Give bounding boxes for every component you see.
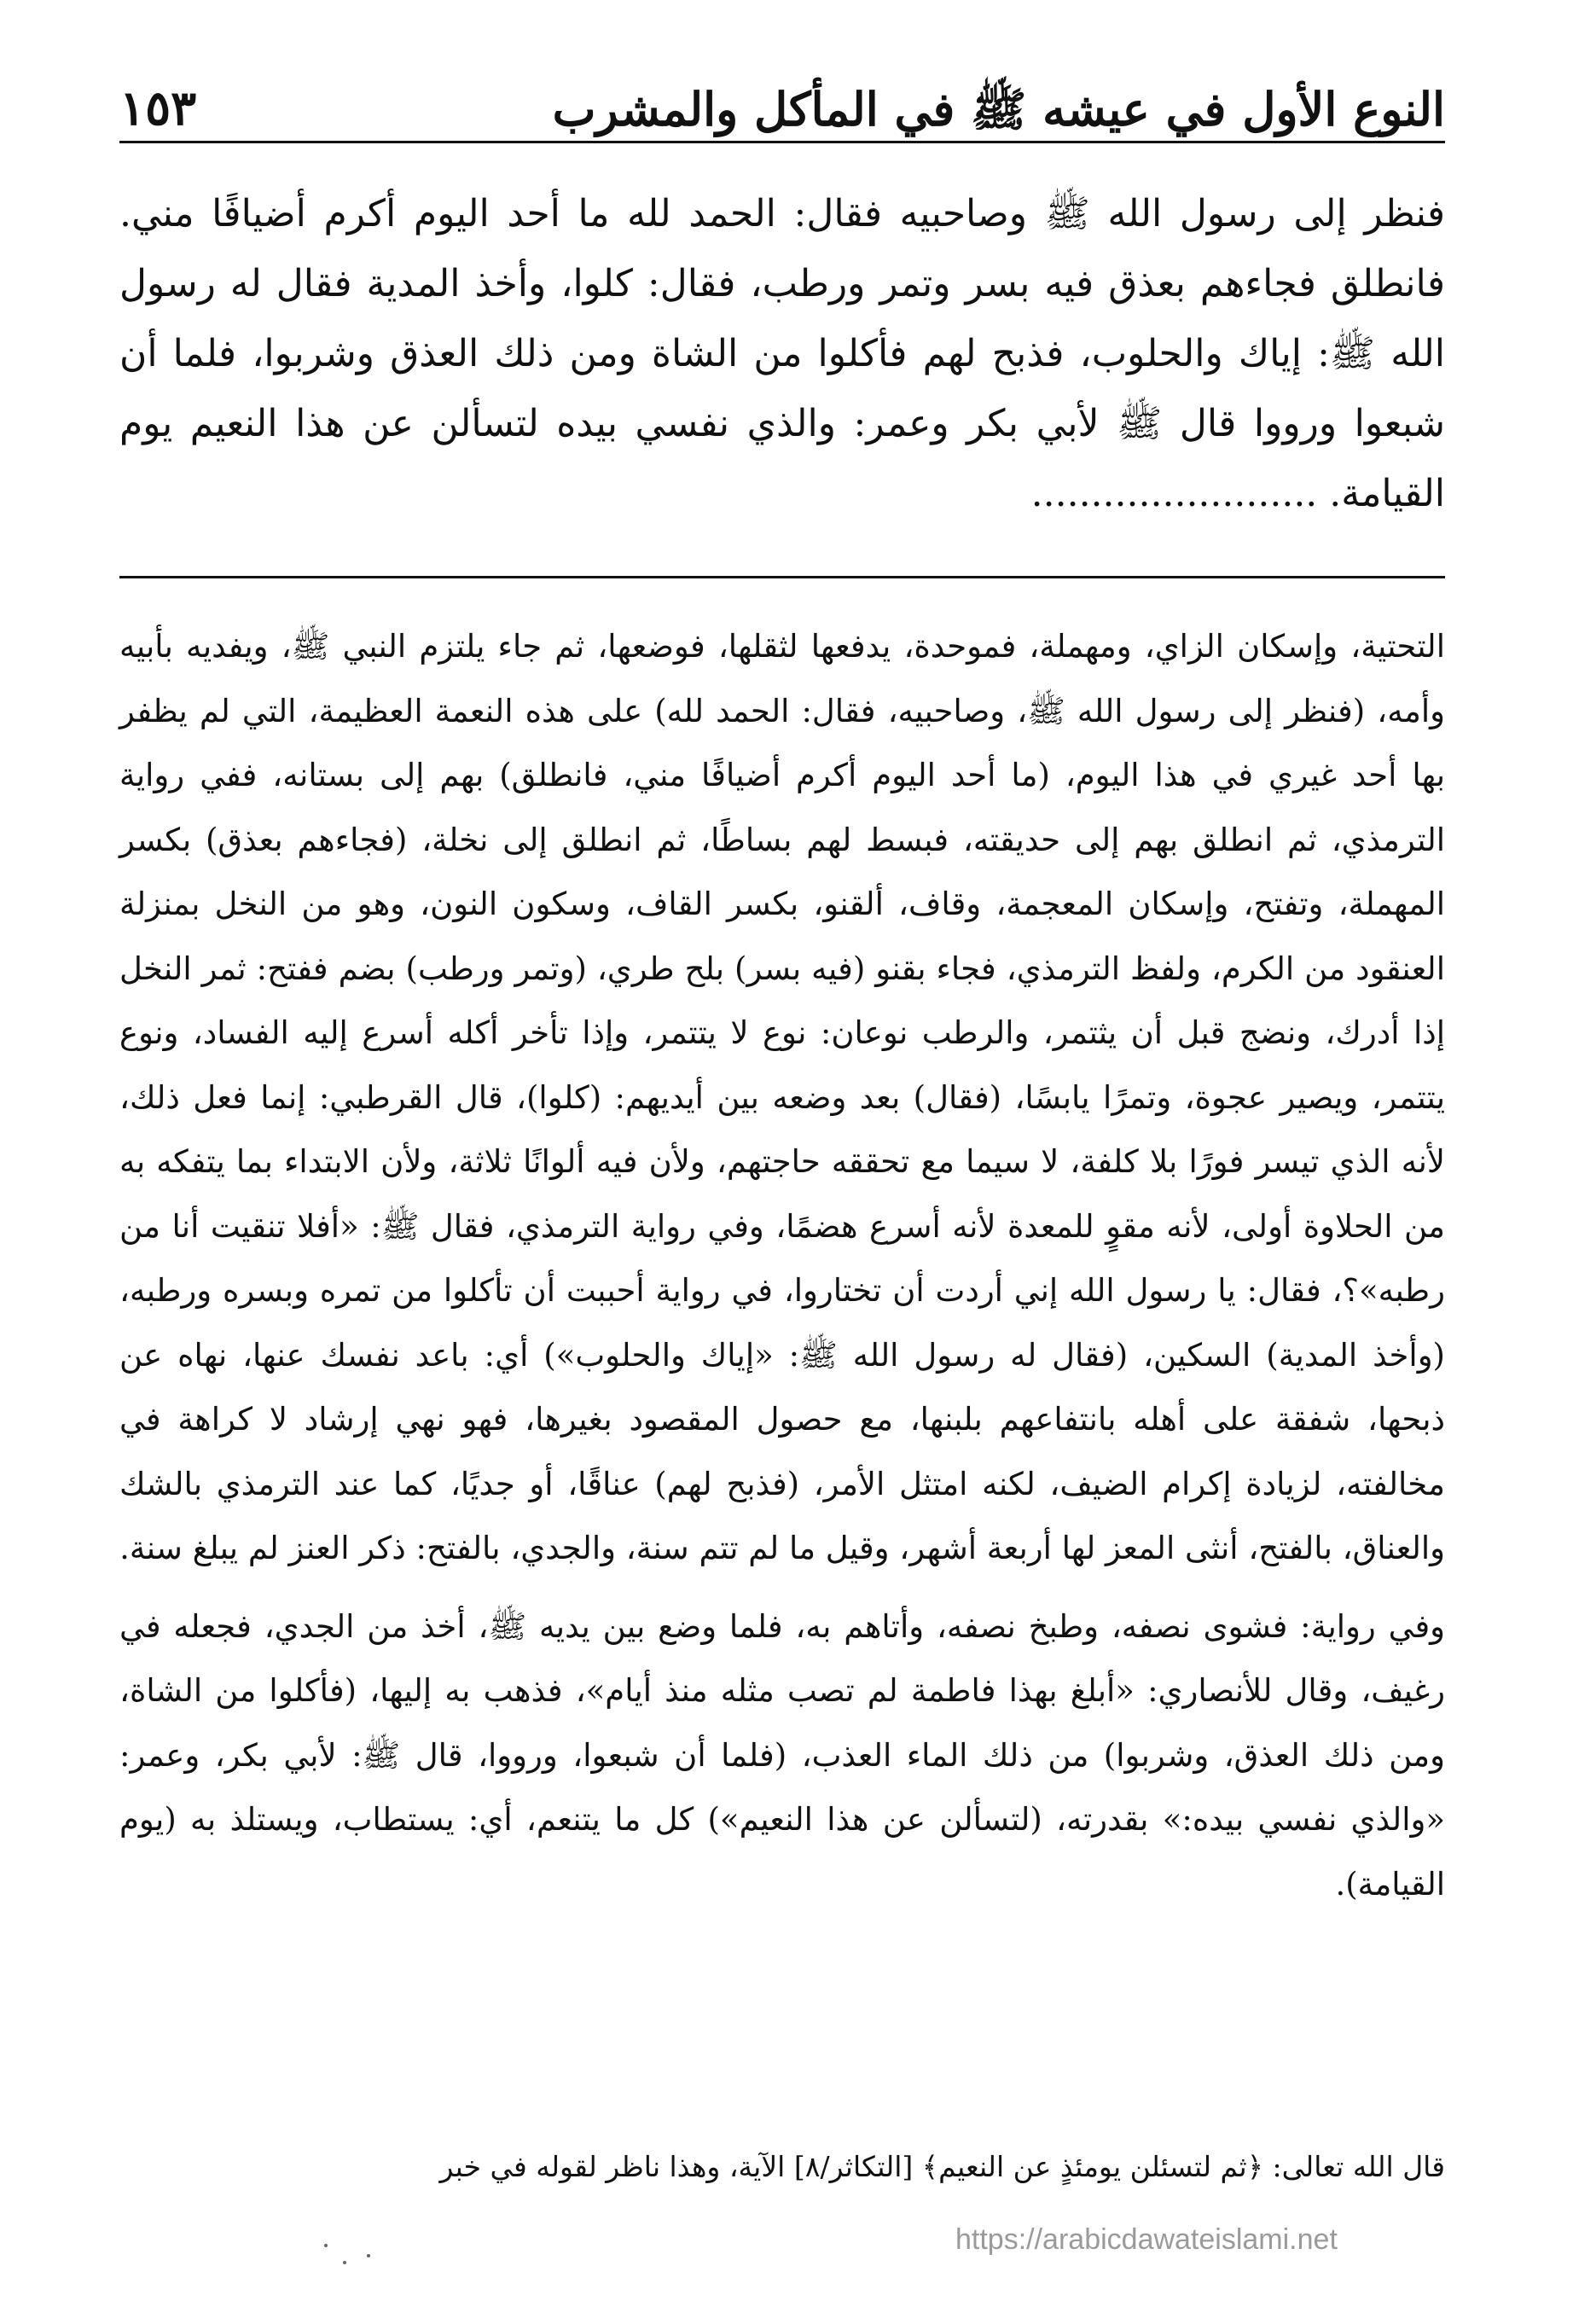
commentary-block — [119, 614, 1445, 1916]
page-header — [119, 73, 1445, 143]
watermark-url: https://arabicdawateislami.net — [955, 2223, 1338, 2256]
separator-line — [119, 576, 1445, 578]
commentary-paragraph-2: وفي رواية: فشوى نصفه، وطبخ نصفه، وأتاهم به، فلما وضع بين يديه ﷺ، أخذ من الجدي، فجعله في رغيف، وقال للأنصاري: «أبلغ بهذا فاطمة لم تصب مثله منذ أيام»، فذهب به إليها، (فأكلوا من الشاة، ومن ذلك العذق، وشربوا) من ذلك الماء العذب، (فلما أن شبعوا، ورووا، قال ﷺ: لأبي بكر، وعمر: «والذي نفسي بيده:» بقدرته، (لتسألن عن هذا النعيم») كل ما يتنعم، أي: يستطاب، ويستلذ به (يوم القيامة). — [119, 1607, 1445, 1903]
hadith-paragraph: فنظر إلى رسول الله ﷺ وصاحبيه فقال: الحمد لله ما أحد اليوم أكرم أضيافًا مني. فانطلق فجاءهم بعذق فيه بسر وتمر ورطب، فقال: كلوا، وأخذ المدية فقال له رسول الله ﷺ: إياك والحلوب، فذبح لهم فأكلوا من الشاة ومن ذلك العذق وشربوا، فلما أن شبعوا ورووا قال ﷺ لأبي بكر وعمر: والذي نفسي بيده لتسألن عن هذا النعيم يوم القيامة. ........................ — [119, 192, 1445, 515]
footnote-line: قال الله تعالى: ﴿ثم لتسئلن يومئذٍ عن النعيم﴾ [التكاثر/٨] الآية، وهذا ناظر لقوله في خبر — [439, 2150, 1445, 2183]
running-title: النوع الأول في عيشه ﷺ في المأكل والمشرب — [552, 82, 1445, 137]
hadith-text-block — [119, 179, 1445, 529]
scan-speck — [367, 2254, 370, 2257]
commentary-paragraph-1: التحتية، وإسكان الزاي، ومهملة، فموحدة، يدفعها لثقلها، فوضعها، ثم جاء يلتزم النبي ﷺ، ويفديه بأبيه وأمه، (فنظر إلى رسول الله ﷺ، وصاحبيه، فقال: الحمد لله) على هذه النعمة العظيمة، التي لم يظفر بها أحد غيري في هذا اليوم، (ما أحد اليوم أكرم أضيافًا مني، فانطلق) بهم إلى بستانه، ففي رواية الترمذي، ثم انطلق بهم إلى حديقته، فبسط لهم بساطًا، ثم انطلق إلى نخلة، (فجاءهم بعذق) بكسر المهملة، وتفتح، وإسكان المعجمة، وقاف، ألقنو، بكسر القاف، وسكون النون، وهو من النخل بمنزلة العنقود من الكرم، ولفظ الترمذي، فجاء بقنو (فيه بسر) بلح طري، (وتمر ورطب) بضم ففتح: ثمر النخل إذا أدرك، ونضج قبل أن يثتمر، والرطب نوعان: نوع لا يتتمر، وإذا تأخر أكله أسرع إليه الفساد، ونوع يتتمر، ويصير عجوة، وتمرًا يابسًا، (فقال) بعد وضعه بين أيديهم: (كلوا)، قال القرطبي: إنما فعل ذلك، لأنه الذي تيسر فورًا بلا كلفة، لا سيما مع تحققه حاجتهم، ولأن فيه ألوانًا ثلاثة، ولأن الابتداء بما يتفكه به من الحلاوة أولى، لأنه مقوٍ للمعدة لأنه أسرع هضمًا، وفي رواية الترمذي، فقال ﷺ: «أفلا تنقيت أنا من رطبه»؟، فقال: يا رسول الله إني أردت أن تختاروا، في رواية أحببت أن تأكلوا من تمره وبسره ورطبه، (وأخذ المدية) السكين، (فقال له رسول الله ﷺ: «إياك والحلوب») أي: باعد نفسك عنها، نهاه عن ذبحها، شفقة على أهله بانتفاعهم بلبنها، مع حصول المقصود بغيرها، فهو نهي إرشاد لا كراهة في مخالفته، لزيادة إكرام الضيف، لكنه امتثل الأمر، (فذبح لهم) عناقًا، أو جديًا، كما عند الترمذي بالشك والعناق، بالفتح، أنثى المعز لها أربعة أشهر، وقيل ما لم تتم سنة، والجدي، بالفتح: ذكر العنز لم يبلغ سنة. — [119, 628, 1446, 1566]
scan-speck — [324, 2244, 328, 2247]
page-number: ١٥٣ — [119, 80, 197, 137]
scan-speck — [343, 2261, 346, 2264]
